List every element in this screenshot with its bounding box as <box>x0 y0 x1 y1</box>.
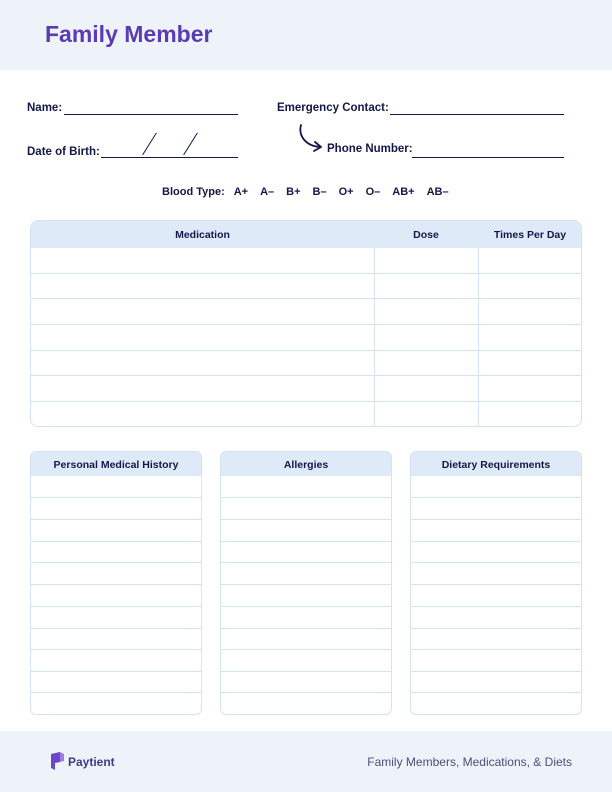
blood-type-option[interactable]: O– <box>365 186 381 198</box>
table-row[interactable] <box>31 562 201 563</box>
column-header-times-per-day: Times Per Day <box>493 229 567 241</box>
table-row[interactable] <box>31 671 201 672</box>
table-row[interactable] <box>31 350 581 351</box>
table-row[interactable] <box>221 541 391 542</box>
column-header-dose: Dose <box>413 229 439 241</box>
column-divider <box>374 248 375 426</box>
date-separator-icon <box>183 133 198 156</box>
curved-arrow-icon <box>296 122 326 152</box>
blood-type-option[interactable]: B– <box>312 186 327 198</box>
table-row[interactable] <box>411 519 581 520</box>
blood-type-option[interactable]: AB– <box>426 186 449 198</box>
table-row[interactable] <box>411 692 581 693</box>
table-row[interactable] <box>411 606 581 607</box>
name-field[interactable] <box>64 114 238 115</box>
table-row[interactable] <box>221 649 391 650</box>
blood-type-option[interactable]: O+ <box>338 186 354 198</box>
footer-caption: Family Members, Medications, & Diets <box>367 755 572 769</box>
page-header <box>0 0 612 70</box>
emergency-contact-label: Emergency Contact: <box>277 102 389 114</box>
table-row[interactable] <box>221 606 391 607</box>
page-footer <box>0 731 612 792</box>
table-row[interactable] <box>31 628 201 629</box>
page-title: Family Member <box>45 21 213 47</box>
table-row[interactable] <box>411 671 581 672</box>
medication-table-header <box>31 221 581 248</box>
column-header-medication: Medication <box>175 229 230 241</box>
blood-type-label: Blood Type: <box>162 186 225 198</box>
medication-table <box>30 220 582 427</box>
table-row[interactable] <box>221 519 391 520</box>
table-row[interactable] <box>31 606 201 607</box>
table-row[interactable] <box>411 649 581 650</box>
table-header <box>411 452 581 476</box>
dob-label: Date of Birth: <box>27 146 100 158</box>
name-label: Name: <box>27 102 63 114</box>
table-row[interactable] <box>411 497 581 498</box>
dietary-requirements-table <box>410 451 582 715</box>
table-row[interactable] <box>31 519 201 520</box>
blood-type-option[interactable]: A– <box>260 186 275 198</box>
brand-name: Paytient <box>68 755 115 769</box>
blood-type-option[interactable]: B+ <box>286 186 301 198</box>
paytient-logo-icon <box>51 752 64 770</box>
allergies-title: Allergies <box>283 459 329 471</box>
phone-number-field[interactable] <box>412 157 564 158</box>
dob-field[interactable] <box>101 157 238 158</box>
allergies-table <box>220 451 392 715</box>
table-row[interactable] <box>31 497 201 498</box>
table-row[interactable] <box>221 562 391 563</box>
table-row[interactable] <box>31 375 581 376</box>
dietary-requirements-title: Dietary Requirements <box>441 459 551 471</box>
date-separator-icon <box>142 133 157 156</box>
table-row[interactable] <box>411 562 581 563</box>
table-row[interactable] <box>411 628 581 629</box>
table-header <box>221 452 391 476</box>
table-row[interactable] <box>411 584 581 585</box>
table-row[interactable] <box>31 324 581 325</box>
table-header <box>31 452 201 476</box>
table-row[interactable] <box>411 541 581 542</box>
medical-history-table <box>30 451 202 715</box>
table-row[interactable] <box>31 649 201 650</box>
table-row[interactable] <box>221 692 391 693</box>
table-row[interactable] <box>221 497 391 498</box>
medical-history-title: Personal Medical History <box>53 459 179 471</box>
table-row[interactable] <box>31 541 201 542</box>
table-row[interactable] <box>31 692 201 693</box>
blood-type-option[interactable]: AB+ <box>392 186 415 198</box>
column-divider <box>478 248 479 426</box>
table-row[interactable] <box>31 584 201 585</box>
table-row[interactable] <box>31 401 581 402</box>
table-row[interactable] <box>31 273 581 274</box>
table-row[interactable] <box>221 628 391 629</box>
emergency-contact-field[interactable] <box>390 114 564 115</box>
table-row[interactable] <box>221 584 391 585</box>
phone-number-label: Phone Number: <box>327 143 413 155</box>
blood-type-option[interactable]: A+ <box>233 186 249 198</box>
table-row[interactable] <box>221 671 391 672</box>
blood-type-row <box>162 186 461 198</box>
table-row[interactable] <box>31 298 581 299</box>
